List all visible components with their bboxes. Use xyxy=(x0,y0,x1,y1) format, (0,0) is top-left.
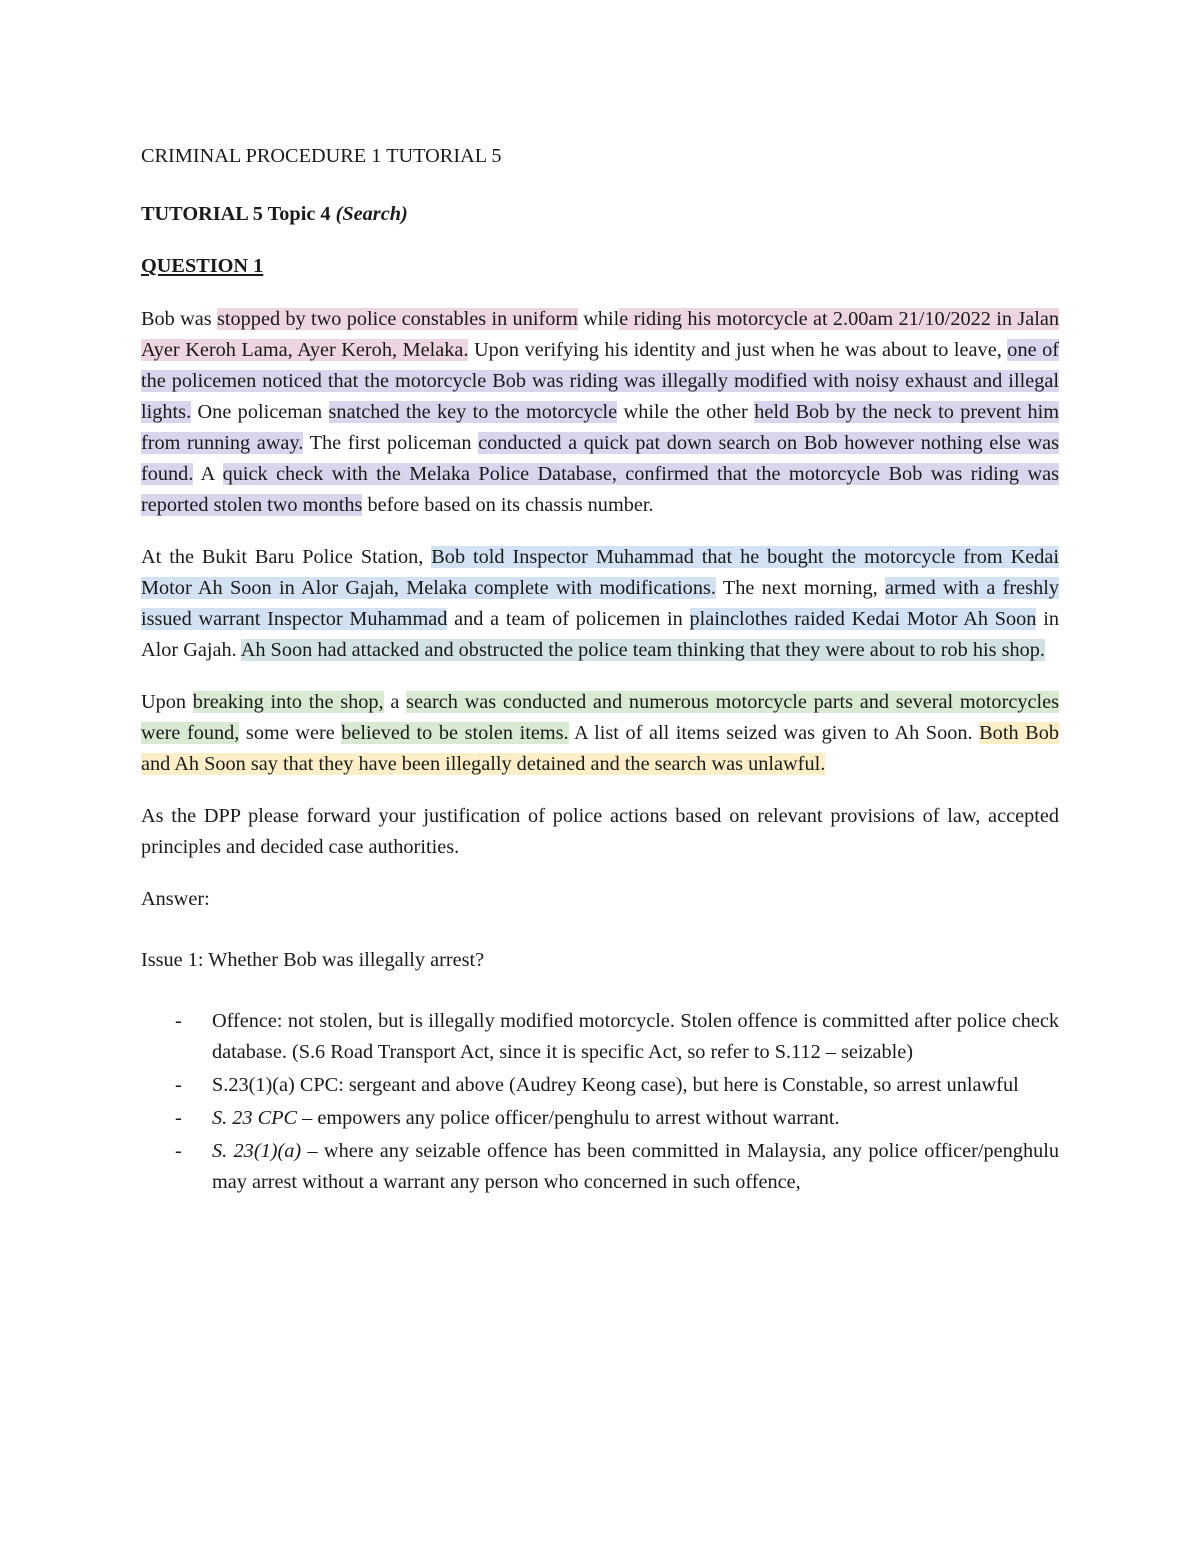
question-paragraph xyxy=(141,542,1059,666)
text-run: before based on its chassis number. xyxy=(362,494,654,516)
question-heading: QUESTION 1 xyxy=(141,255,264,277)
list-item xyxy=(141,1136,1059,1198)
highlighted-text: one of the policemen noticed that the motorcycle Bob was riding was illegally modified with noisy exhaust and illegal lights. xyxy=(141,339,1060,423)
list-item xyxy=(141,1070,1059,1101)
bullet-dash: - xyxy=(175,1010,182,1032)
highlighted-text: stopped by two police constables in uniform xyxy=(217,308,578,330)
text-run: As the DPP please forward your justification of police actions based on relevant provisions of law, accepted principles and decided case authorities. xyxy=(141,805,1059,858)
italic-citation: S. 23(1)(a) xyxy=(212,1140,302,1162)
text-run: – empowers any police officer/penghulu to arrest without warrant. xyxy=(297,1107,840,1129)
text-run: A xyxy=(193,463,223,485)
highlighted-text: e riding his motorcycle at 2.00am 21/10/2022 in Jalan Ayer Keroh Lama, Ayer Keroh, Melaka. xyxy=(141,308,1059,361)
text-run: One policeman xyxy=(191,401,329,423)
highlighted-text: breaking into the shop, xyxy=(192,691,384,713)
text-run: and a team of policemen in xyxy=(447,608,690,630)
text-run: whil xyxy=(577,308,620,330)
text-run: Upon verifying his identity and just when he was about to leave, xyxy=(468,339,1008,361)
question-paragraph xyxy=(141,801,1059,863)
document-content xyxy=(141,140,1059,1200)
document-title: CRIMINAL PROCEDURE 1 TUTORIAL 5 xyxy=(141,145,502,167)
tutorial-heading xyxy=(141,198,1059,230)
question-paragraph xyxy=(141,304,1059,521)
text-run: The next morning, xyxy=(715,577,886,599)
text-run: Upon xyxy=(141,691,193,713)
highlighted-text: conducted a quick pat down search on Bob however nothing else was found. xyxy=(141,432,1059,485)
answer-bullet-list xyxy=(141,1006,1059,1198)
text-run: A list of all items seized was given to Ah Soon. xyxy=(568,722,980,744)
highlighted-text: Bob told Inspector Muhammad that he bought the motorcycle from Kedai Motor Ah Soon in Alor Gajah, Melaka complete with modifications. xyxy=(141,546,1059,599)
highlighted-text: snatched the key to the motorcycle xyxy=(328,401,618,423)
tutorial-heading-italic: (Search) xyxy=(335,203,408,225)
text-run: a xyxy=(383,691,407,713)
answer-label: Answer: xyxy=(141,888,210,910)
text-run: At the Bukit Baru Police Station, xyxy=(141,546,432,568)
text-run: in Alor Gajah. xyxy=(141,608,1059,661)
bullet-dash: - xyxy=(175,1140,182,1162)
bullet-dash: - xyxy=(175,1107,182,1129)
list-item xyxy=(141,1103,1059,1134)
issue-heading: Issue 1: Whether Bob was illegally arrest? xyxy=(141,949,485,971)
text-run: Offence: not stolen, but is illegally modified motorcycle. Stolen offence is committed after police check database. (S.6 Road Transport Act, since it is specific Act, so refer to S.112 – seizable) xyxy=(212,1010,1059,1063)
bullet-dash: - xyxy=(175,1074,182,1096)
highlighted-text: quick check with the Melaka Police Database, confirmed that the motorcycle Bob was riding was reported stolen two months xyxy=(141,463,1059,516)
highlighted-text: held Bob by the neck to prevent him from running away. xyxy=(141,401,1059,454)
highlighted-text: Both Bob and Ah Soon say that they have been illegally detained and the search was unlawful. xyxy=(141,722,1059,775)
list-item xyxy=(141,1006,1059,1068)
highlighted-text: believed to be stolen items. xyxy=(341,722,569,744)
highlighted-text: search was conducted and numerous motorcycle parts and several motorcycles were found, xyxy=(141,691,1060,744)
highlighted-text: armed with a freshly issued warrant Inspector Muhammad xyxy=(141,577,1059,630)
text-run: Bob was xyxy=(141,308,217,330)
highlighted-text: Ah Soon had attacked and obstructed the police team thinking that they were about to rob his shop. xyxy=(240,639,1046,661)
text-run: while the other xyxy=(617,401,755,423)
tutorial-heading-main: TUTORIAL 5 Topic 4 xyxy=(141,203,336,225)
italic-citation: S. 23 CPC xyxy=(212,1107,298,1129)
text-run: some were xyxy=(239,722,342,744)
question-paragraph xyxy=(141,687,1059,780)
text-run: S.23(1)(a) CPC: sergeant and above (Audrey Keong case), but here is Constable, so arrest unlawful xyxy=(212,1074,1019,1096)
text-run: The first policeman xyxy=(303,432,479,454)
text-run: – where any seizable offence has been committed in Malaysia, any police officer/penghulu may arrest without a warrant any person who concerned in such offence, xyxy=(212,1140,1059,1193)
highlighted-text: plainclothes raided Kedai Motor Ah Soon xyxy=(689,608,1037,630)
